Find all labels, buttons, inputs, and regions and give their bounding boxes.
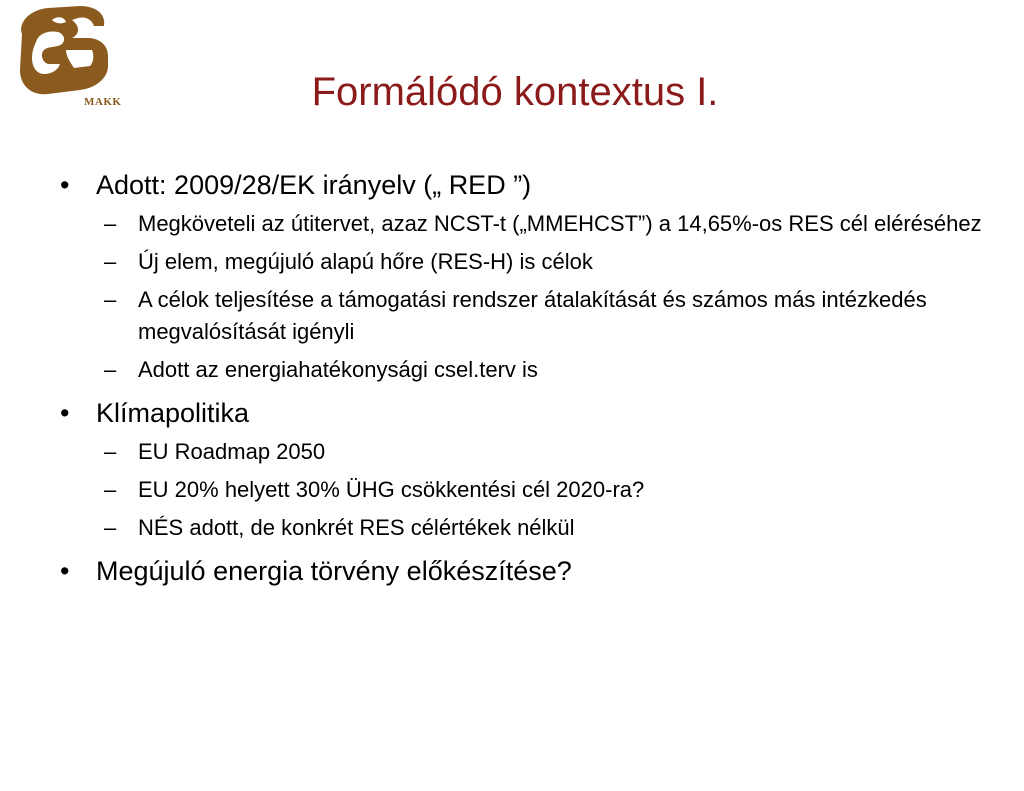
bullet-text: Klímapolitika [96, 398, 250, 428]
sub-text: Megköveteli az útitervet, azaz NCST-t („MMEHCST”) a 14,65%-os RES cél eléréséhez [138, 211, 982, 236]
slide-body [56, 166, 1006, 590]
sub-text: EU 20% helyett 30% ÜHG csökkentési cél 2020-ra? [138, 477, 645, 502]
sub-text: EU Roadmap 2050 [138, 439, 326, 464]
sub-item [56, 246, 1006, 278]
bullet-text: Adott: 2009/28/EK irányelv („ RED ”) [96, 170, 532, 200]
sub-text: Adott az energiahatékonysági csel.terv is [138, 357, 538, 382]
slide-title: Formálódó kontextus I. [311, 70, 719, 114]
makk-logo-icon [8, 4, 126, 104]
sub-text: Új elem, megújuló alapú hőre (RES-H) is célok [138, 249, 593, 274]
bullet-glyph: • [60, 170, 70, 200]
makk-logo [8, 4, 126, 108]
sub-list [56, 436, 1006, 544]
bullet-item [56, 166, 1006, 204]
sub-item [56, 474, 1006, 506]
sub-item [56, 436, 1006, 468]
bullet-glyph: • [60, 398, 70, 428]
logo-caption: MAKK [84, 96, 122, 108]
sub-text: NÉS adott, de konkrét RES célértékek nélkül [138, 515, 575, 540]
bullet-item [56, 552, 1006, 590]
dash-glyph: – [104, 211, 117, 236]
sub-text: A célok teljesítése a támogatási rendszer átalakítását és számos más intézkedés megvalósítását igényli [138, 287, 927, 344]
dash-glyph: – [104, 287, 117, 312]
sub-list [56, 208, 1006, 386]
dash-glyph: – [104, 477, 117, 502]
bullet-glyph: • [60, 556, 70, 586]
bullet-item [56, 394, 1006, 432]
dash-glyph: – [104, 515, 117, 540]
sub-item [56, 208, 1006, 240]
dash-glyph: – [104, 249, 117, 274]
sub-item [56, 512, 1006, 544]
bullet-text: Megújuló energia törvény előkészítése? [96, 556, 572, 586]
dash-glyph: – [104, 439, 117, 464]
sub-item [56, 284, 1006, 348]
dash-glyph: – [104, 357, 117, 382]
sub-item [56, 354, 1006, 386]
